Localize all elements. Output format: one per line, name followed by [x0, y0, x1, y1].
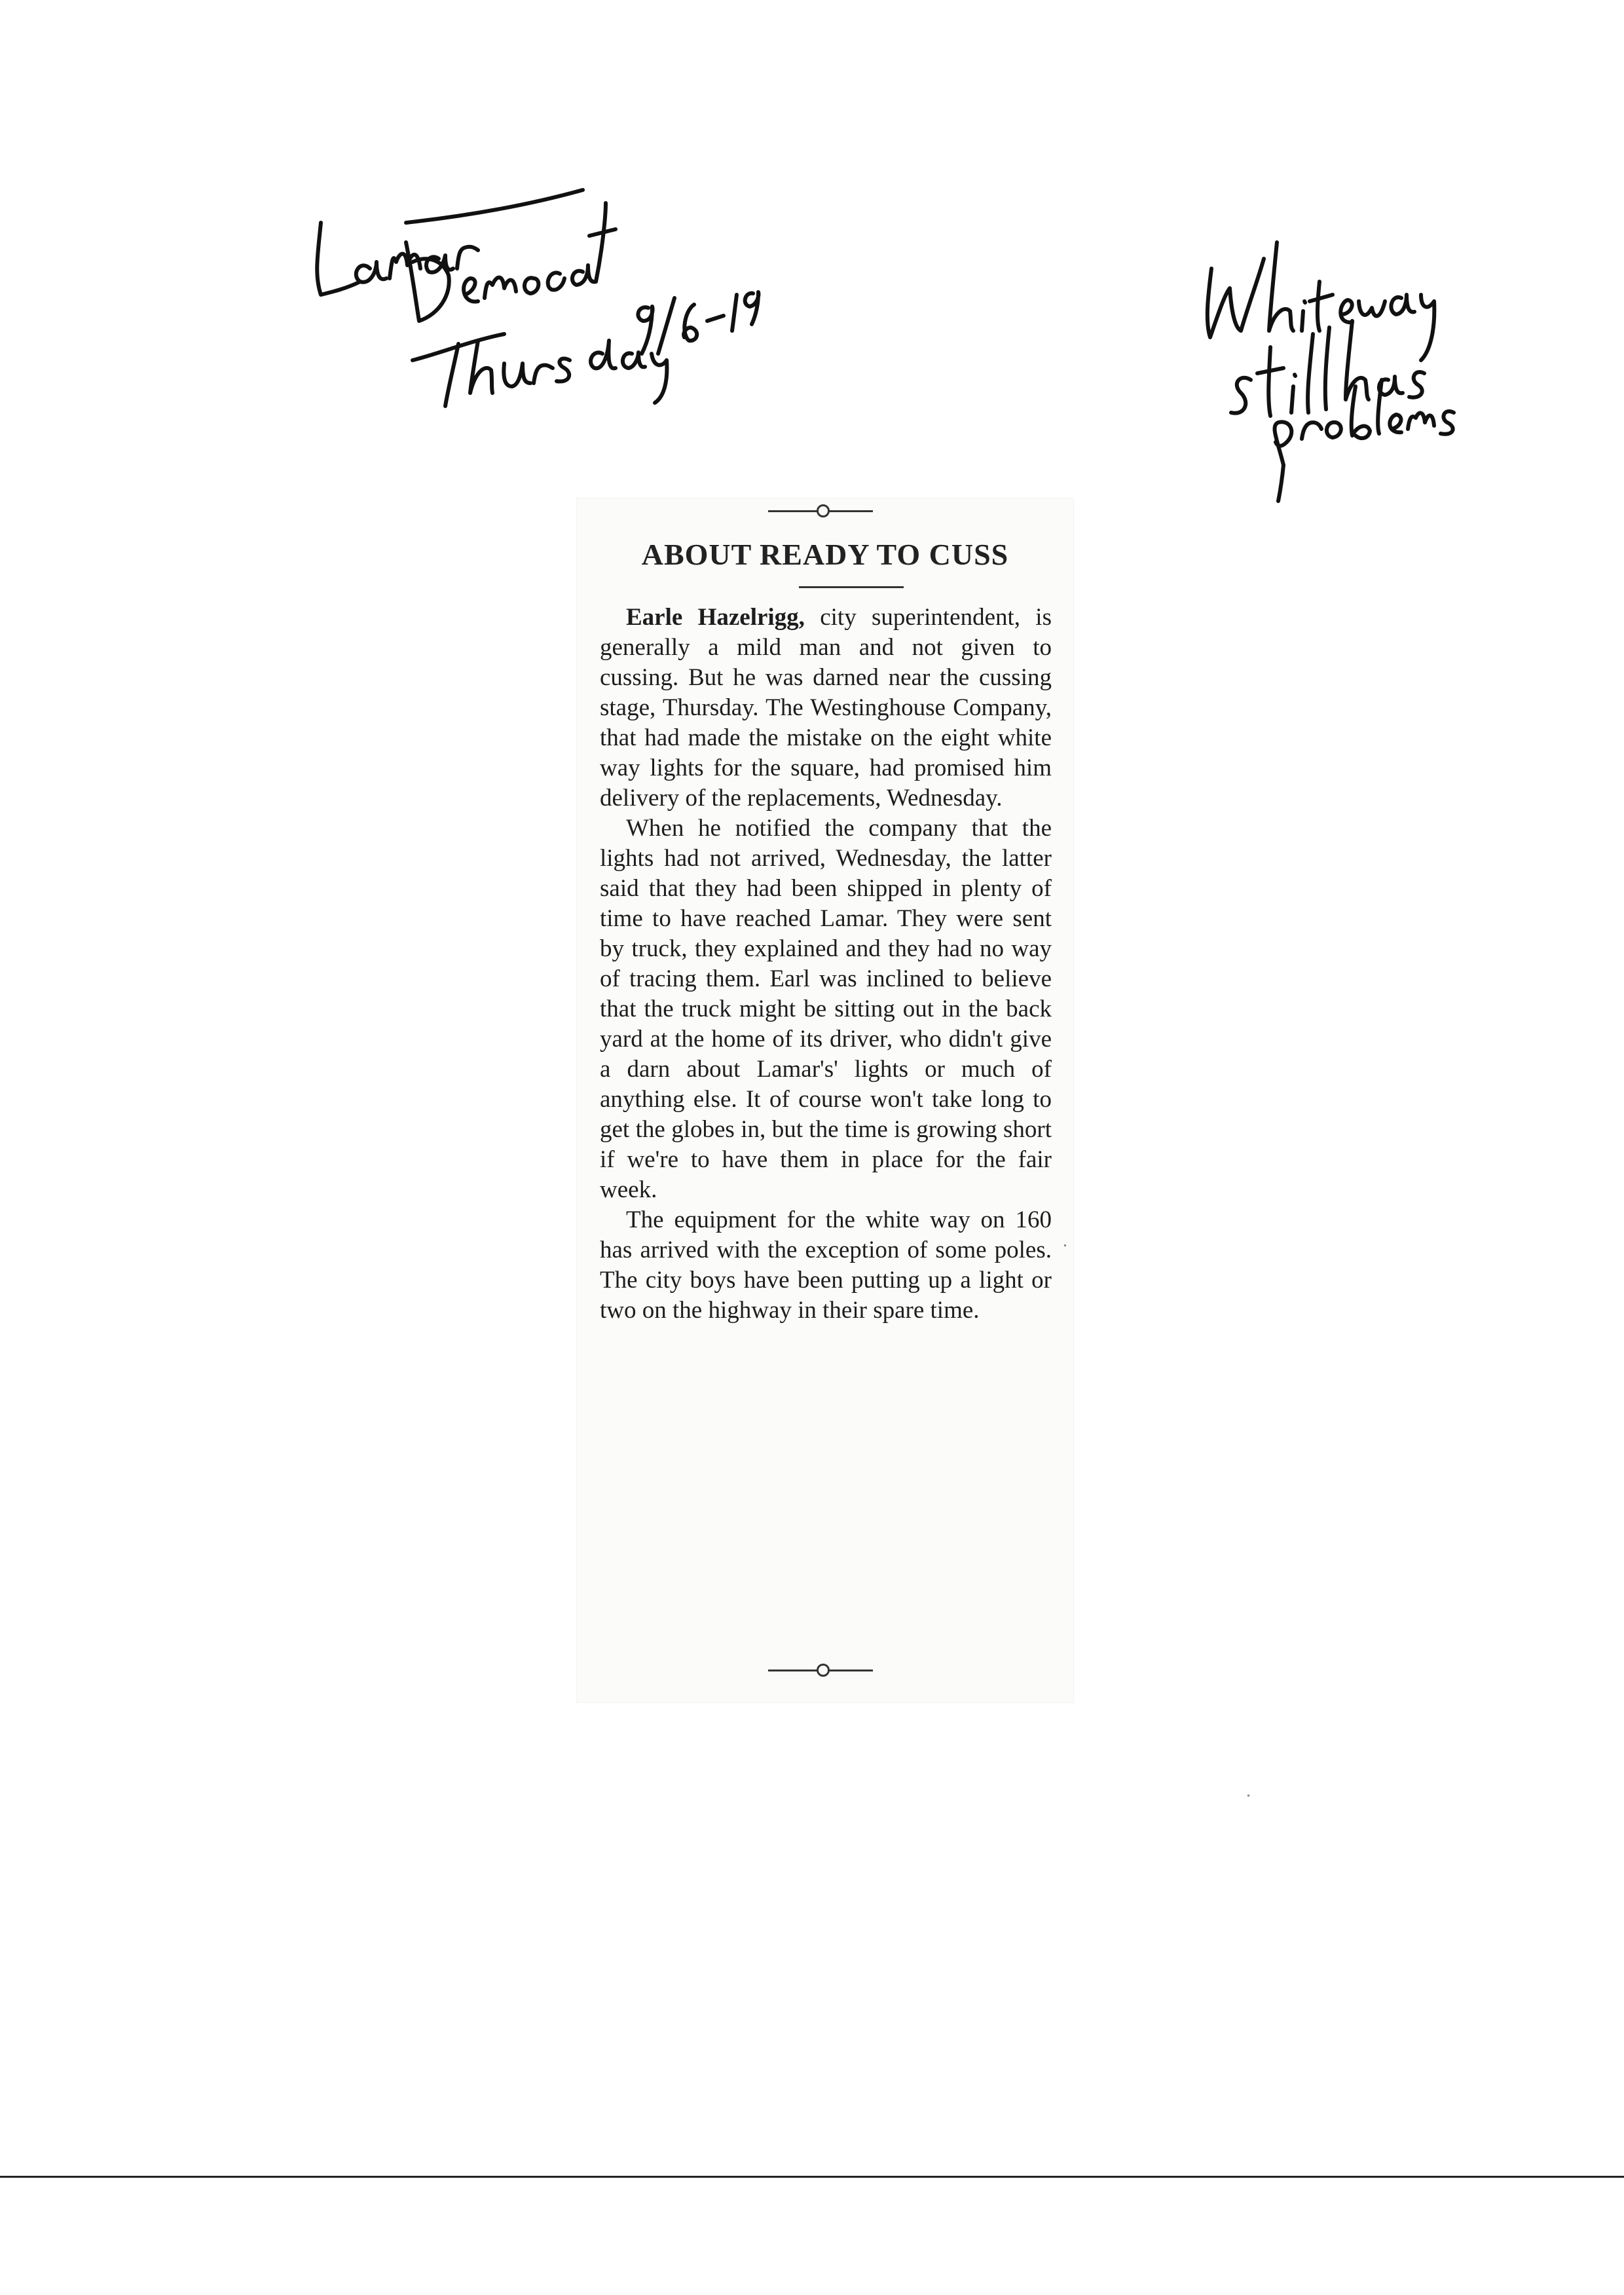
article-paragraph-1 — [600, 603, 1052, 813]
handwritten-note-right — [1205, 196, 1519, 504]
article-paragraph-3: The equipment for the white way on 160 has arrived with the exception of some poles. The city boys have been putting up a light or two on the highway in their spare time. — [600, 1206, 1052, 1324]
article-paragraph-1-text: city superintendent, is generally a mild man and not given to cussing. But he was darned near the cussing stage, Thursday. The Westinghouse Company, that had made the mistake on the eight white way lights for the square, had promised him delivery of the replacements, Wednesday. — [600, 604, 1052, 812]
headline-divider — [799, 586, 904, 588]
ornament-rule-bottom — [576, 1664, 1074, 1683]
ornament-rule-top — [576, 504, 1074, 524]
article-lead-words: Earle Hazelrigg, — [626, 604, 805, 631]
article-paragraph-2: When he notified the company that the lights had not arrived, Wednesday, the latter said that they had been shipped in plenty of time to have reached Lamar. They were sent by truck, they explained and they had no way of tracing them. Earl was inclined to believe that the truck might be sitting out in the back yard at the home of its driver, who didn't give a darn about Lamar's' lights or much of anything else. It of course won't take long to get the globes in, but the time is growing short if we're to have them in place for the fair week. — [600, 815, 1052, 1203]
article-headline: ABOUT READY TO CUSS — [641, 538, 1009, 571]
scan-page-edge — [0, 2176, 1624, 2178]
article-body — [600, 603, 1052, 1326]
handwritten-note-left — [308, 144, 766, 419]
scan-speck — [1064, 1244, 1066, 1246]
newspaper-clipping — [576, 498, 1074, 1703]
scan-speck — [1247, 1795, 1249, 1797]
